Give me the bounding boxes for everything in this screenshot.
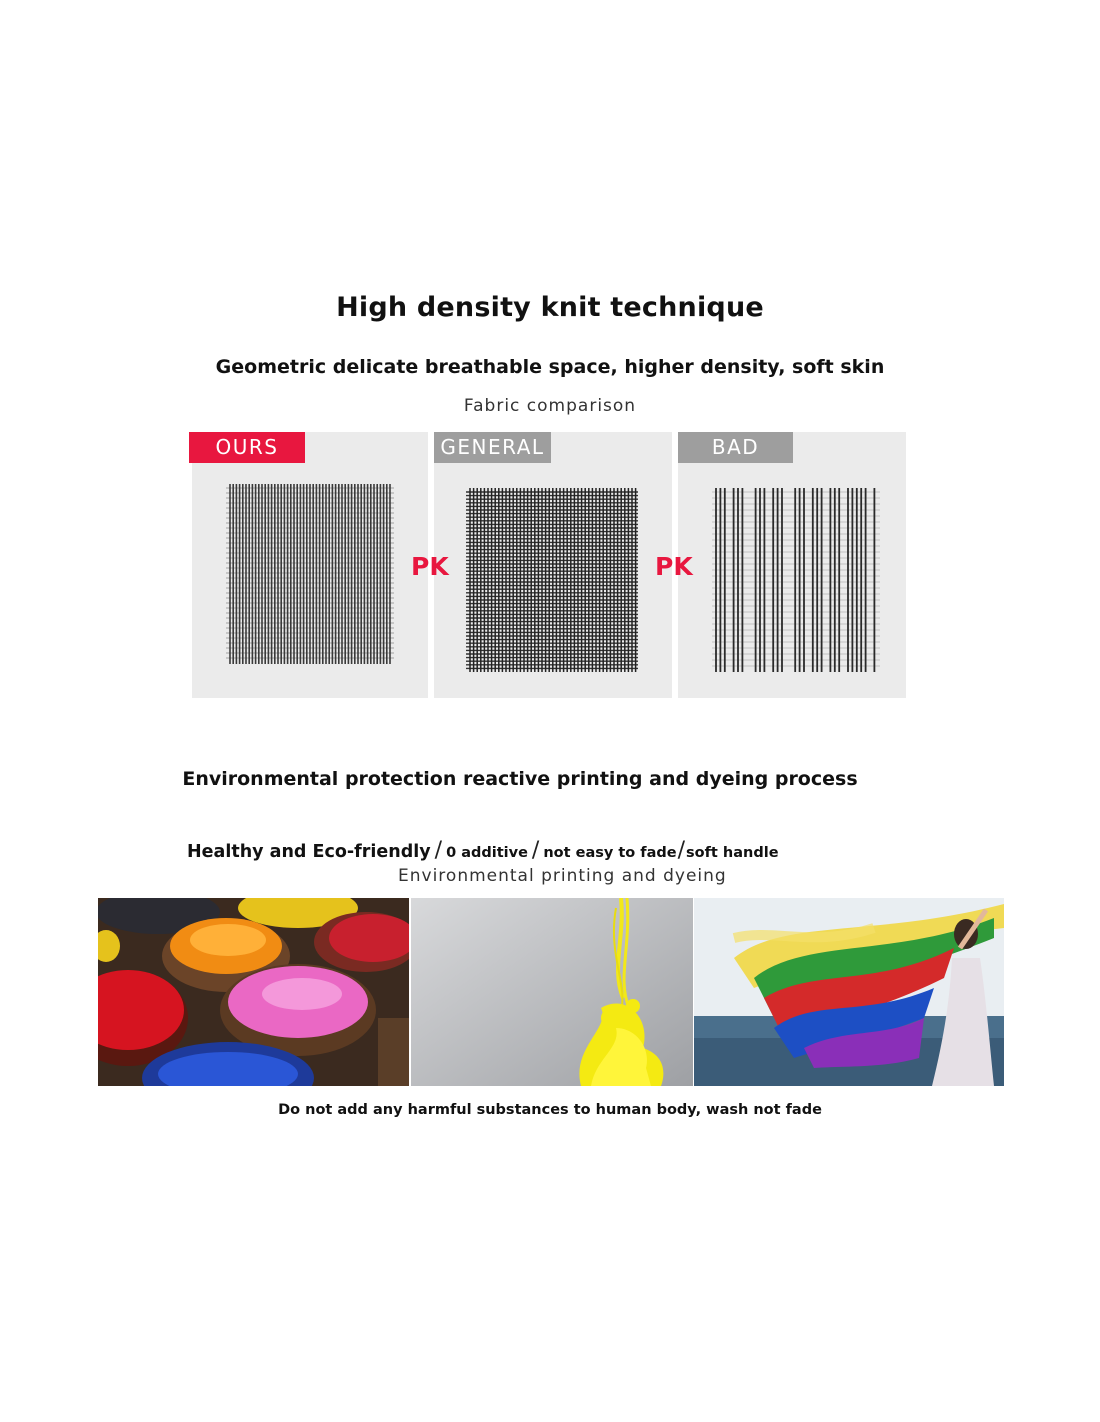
colored-dye-powders-photo bbox=[98, 898, 409, 1086]
feature-item: soft handle bbox=[686, 845, 779, 861]
features-line bbox=[187, 838, 779, 863]
separator: / bbox=[434, 838, 443, 863]
panel-tag-label: GENERAL bbox=[440, 435, 545, 459]
fabric-panel-bad bbox=[678, 432, 906, 698]
panel-tag-general bbox=[434, 432, 551, 463]
feature-item: 0 additive bbox=[446, 845, 528, 861]
separator: / bbox=[531, 838, 540, 863]
page-title: High density knit technique bbox=[336, 292, 764, 323]
fabric-swatch-general bbox=[466, 488, 638, 672]
comparison-label: Fabric comparison bbox=[463, 396, 637, 416]
panel-tag-bad bbox=[678, 432, 793, 463]
subtitle: Geometric delicate breathable space, higher density, soft skin bbox=[215, 356, 885, 378]
versus-label-2: PK bbox=[655, 552, 693, 581]
panel-tag-label: BAD bbox=[711, 435, 760, 459]
separator: / bbox=[677, 838, 686, 863]
feature-lead: Healthy and Eco-friendly bbox=[187, 842, 431, 862]
woman-with-dyed-scarves-photo bbox=[694, 898, 1004, 1086]
bottom-caption: Do not add any harmful substances to human body, wash not fade bbox=[278, 1102, 822, 1118]
panel-tag-ours bbox=[189, 432, 305, 463]
printing-label: Environmental printing and dyeing bbox=[398, 866, 727, 886]
fabric-panel-ours bbox=[192, 432, 428, 698]
yellow-ink-in-water-photo bbox=[411, 898, 693, 1086]
panel-tag-label: OURS bbox=[215, 435, 279, 459]
fabric-panel-general bbox=[434, 432, 672, 698]
section-title: Environmental protection reactive printing and dyeing process bbox=[182, 768, 858, 790]
feature-item: not easy to fade bbox=[543, 845, 677, 861]
fabric-swatch-ours bbox=[226, 484, 394, 664]
fabric-swatch-bad bbox=[712, 488, 880, 672]
versus-label-1: PK bbox=[411, 552, 449, 581]
